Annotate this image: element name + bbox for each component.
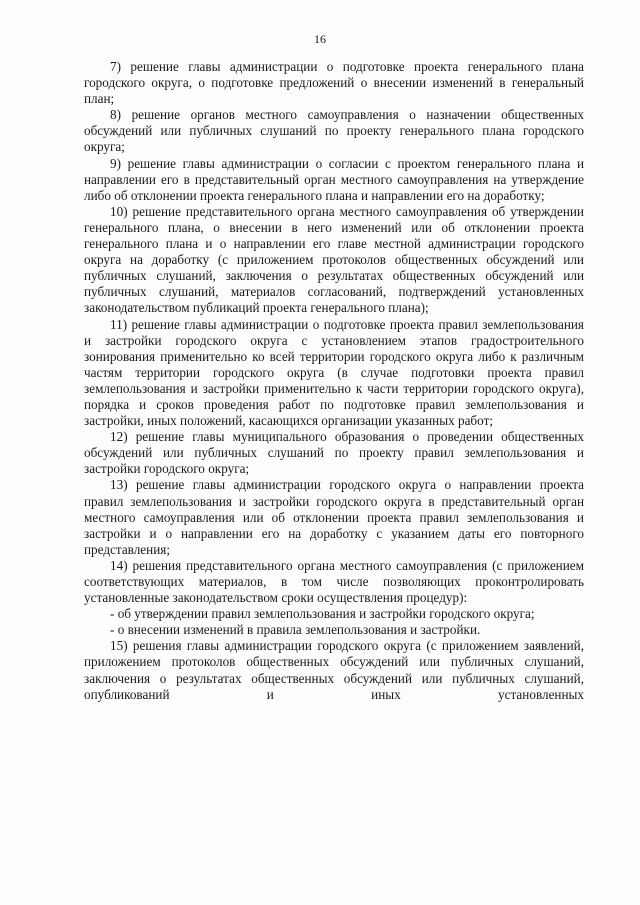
- paragraph-item-8: 8) решение органов местного самоуправления о назначении общественных обсуждений или публичных слушаний по проекту генерального плана городского округа;: [84, 107, 584, 155]
- page-number: 16: [314, 32, 326, 46]
- sub-item-amendments: - о внесении изменений в правила землепользования и застройки.: [110, 622, 481, 638]
- document-body: [84, 59, 584, 703]
- paragraph-item-13: 13) решение главы администрации городского округа о направлении проекта правил землепользования и застройки городского округа в представительный орган местного самоуправления или об отклонении проекта правил землепользования и застройки и о направлении его на доработку с указанием даты его повторного представления;: [84, 477, 584, 557]
- paragraph-item-11: 11) решение главы администрации о подготовке проекта правил землепользования и застройки городского округа с установлением этапов градостроительного зонирования применительно ко всей территории городского округа либо к различным частям территории городского округа (в случае подготовки проекта правил землепользования и застройки применительно к части территории городского округа), порядка и сроков проведения работ по подготовке правил землепользования и застройки, иных положений, касающихся организации указанных работ;: [84, 316, 584, 429]
- sub-item-approval: - об утверждении правил землепользования и застройки городского округа;: [110, 606, 535, 622]
- paragraph-item-12: 12) решение главы муниципального образования о проведении общественных обсуждений или публичных слушаний по проекту правил землепользования и застройки городского округа;: [84, 429, 584, 477]
- paragraph-item-9: 9) решение главы администрации о согласии с проектом генерального плана и направлении его в представительный орган местного самоуправления на утверждение либо об отклонении проекта генерального плана и направлении его на доработку;: [84, 155, 584, 203]
- paragraph-item-14: 14) решения представительного органа местного самоуправления (с приложением соответствующих материалов, в том числе позволяющих проконтролировать установленные законодательством сроки осуществления процедур):: [84, 557, 584, 606]
- paragraph-item-7: 7) решение главы администрации о подготовке проекта генерального плана городского округа, о подготовке предложений о внесении изменений в генеральный план;: [84, 59, 584, 107]
- paragraph-item-10: 10) решение представительного органа местного самоуправления об утверждении генерального плана, о внесении в него изменений или об отклонении проекта генерального плана и о направлении его главе местной администрации городского округа на доработку (с приложением протоколов общественных обсуждений или публичных слушаний, заключения о результатах общественных обсуждений или публичных слушаний, материалов согласований, подтверждений установленных законодательством публикаций проекта генерального плана);: [84, 203, 584, 316]
- paragraph-item-15: 15) решения главы администрации городского округа (с приложением заявлений, приложением протоколов общественных обсуждений или публичных слушаний, заключения о результатах общественных обсуждений или публичных слушаний, опубликований и иных установленных: [84, 638, 584, 702]
